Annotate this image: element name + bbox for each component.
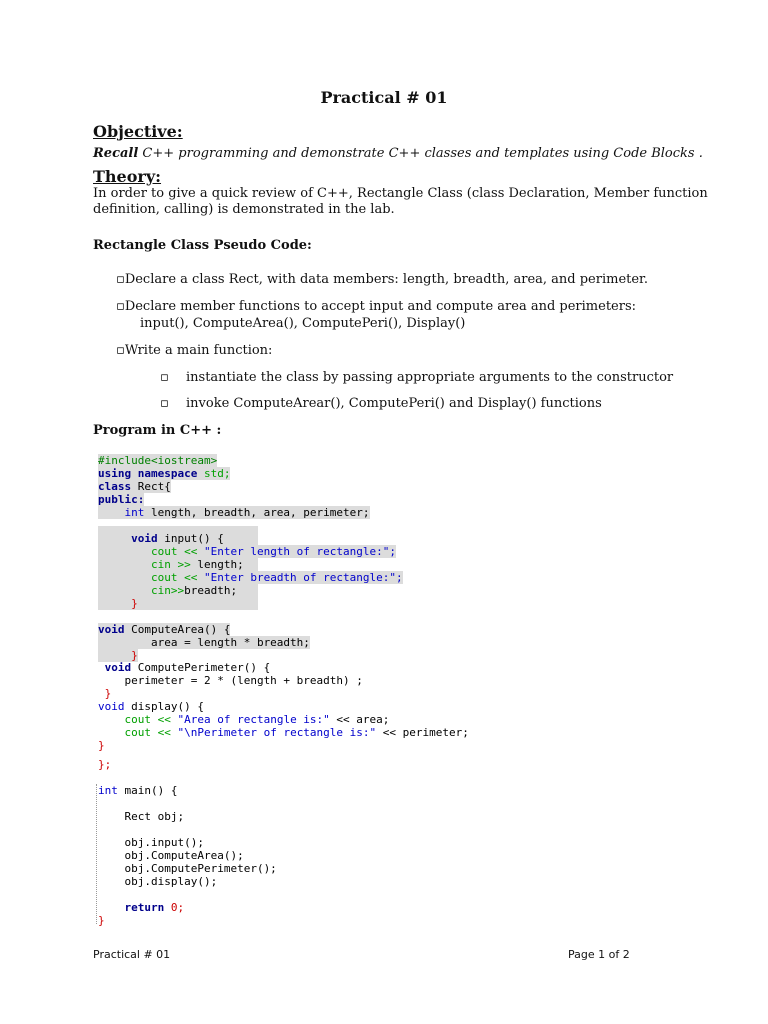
code-line: }: [98, 914, 105, 927]
pseudo-item-3: ▫Write a main function:: [116, 343, 273, 358]
bullet-box-icon: ▫: [160, 396, 169, 411]
bullet-box-icon: ▫: [160, 370, 169, 385]
pseudo-item-2-continued: input(), ComputeArea(), ComputePeri(), Display(): [140, 316, 466, 331]
code-line: public:: [98, 493, 145, 506]
code-line: cout << "\nPerimeter of rectangle is:" << perimeter;: [98, 726, 469, 739]
objective-body: C++ programming and demonstrate C++ classes and templates using Code Blocks .: [138, 146, 703, 161]
code-line: void ComputeArea() {: [98, 623, 231, 636]
code-line: }: [98, 649, 138, 662]
code-scope-guide: [96, 784, 98, 924]
code-line: void display() {: [98, 700, 204, 713]
theory-line-1: In order to give a quick review of C++, Rectangle Class (class Declaration, Member function: [93, 186, 708, 201]
code-line: void ComputePerimeter() {: [98, 661, 271, 674]
code-line: using namespace std;: [98, 467, 231, 480]
pseudo-heading: Rectangle Class Pseudo Code:: [93, 238, 312, 253]
bullet-box-icon: ▫: [116, 299, 125, 314]
code-line: int length, breadth, area, perimeter;: [98, 506, 370, 519]
program-heading: Program in C++ :: [93, 423, 222, 438]
code-line: obj.display();: [98, 875, 218, 888]
code-line: cin>>breadth;: [98, 584, 238, 597]
code-line: obj.input();: [98, 836, 204, 849]
code-line: }: [98, 687, 112, 700]
objective-text: [93, 146, 703, 162]
footer-page-number: Page 1 of 2: [568, 948, 630, 961]
bullet-box-icon: ▫: [116, 272, 125, 287]
pseudo-item-1: ▫Declare a class Rect, with data members: length, breadth, area, and perimeter.: [116, 272, 648, 287]
code-screenshot: [96, 452, 556, 928]
code-line: }: [98, 739, 105, 752]
footer-left: Practical # 01: [93, 948, 171, 961]
code-line: }: [98, 597, 138, 610]
code-line: obj.ComputePerimeter();: [98, 862, 277, 875]
page-title: Practical # 01: [320, 88, 448, 107]
code-line: int main() {: [98, 784, 178, 797]
objective-lead: Recall: [93, 146, 139, 161]
pseudo-subitem-1: instantiate the class by passing appropriate arguments to the constructor: [186, 370, 674, 385]
pseudo-subitem-2: invoke ComputeArear(), ComputePeri() and Display() functions: [186, 396, 602, 411]
code-line: Rect obj;: [98, 810, 185, 823]
code-line: cin >> length;: [98, 558, 244, 571]
theory-heading: Theory:: [93, 167, 162, 186]
code-line: cout << "Area of rectangle is:" << area;: [98, 713, 390, 726]
code-line: class Rect{: [98, 480, 171, 493]
theory-line-2: definition, calling) is demonstrated in the lab.: [93, 202, 395, 217]
code-line: obj.ComputeArea();: [98, 849, 244, 862]
code-line: void input() {: [98, 532, 224, 545]
code-line: area = length * breadth;: [98, 636, 310, 649]
pseudo-item-2: ▫Declare member functions to accept input and compute area and perimeters:: [116, 299, 637, 314]
code-line: cout << "Enter length of rectangle:";: [98, 545, 397, 558]
code-line: perimeter = 2 * (length + breadth) ;: [98, 674, 363, 687]
code-line: #include<iostream>: [98, 454, 218, 467]
code-line: };: [98, 758, 112, 771]
code-line: cout << "Enter breadth of rectangle:";: [98, 571, 403, 584]
code-line: return 0;: [98, 901, 185, 914]
objective-heading: Objective:: [93, 122, 183, 141]
bullet-box-icon: ▫: [116, 343, 125, 358]
